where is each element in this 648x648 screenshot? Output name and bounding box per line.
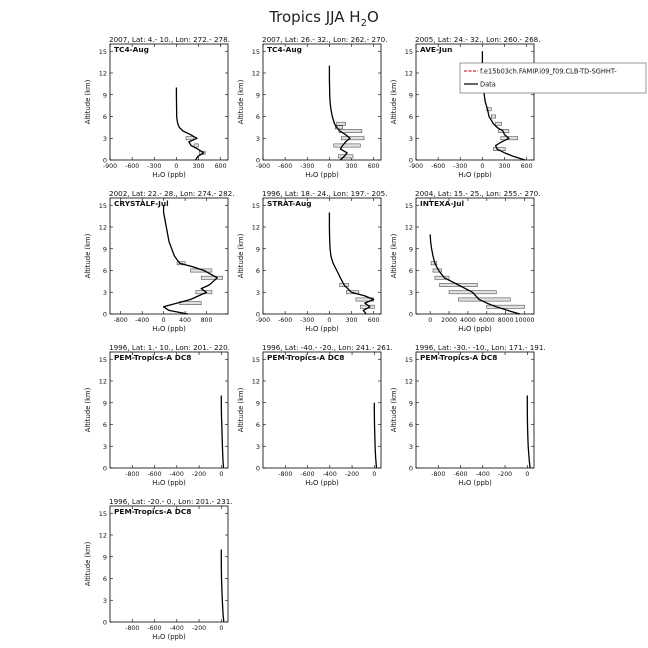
x-tick-label: -800 [125, 625, 140, 632]
data-profile-line [221, 396, 223, 469]
figure-title: Tropics JJA $H_2O$ [269, 8, 379, 29]
y-tick-label: 0 [102, 156, 107, 165]
y-tick-label: 3 [102, 596, 107, 605]
x-tick-label: -900 [408, 163, 424, 170]
plot-frame [110, 506, 228, 622]
x-tick-label: 8000 [497, 317, 514, 324]
x-axis-label: H₂O (ppb) [458, 325, 492, 333]
campaign-label: TC4-Aug [114, 45, 149, 54]
y-tick-label: 6 [102, 575, 107, 583]
x-tick-label: -200 [192, 471, 207, 478]
y-tick-label: 9 [102, 553, 107, 562]
x-tick-label: 0 [372, 471, 377, 478]
x-tick-label: 0 [174, 163, 179, 170]
chart-panel-4 [84, 189, 235, 333]
x-axis-label: H₂O (ppb) [152, 633, 186, 641]
error-bar [491, 115, 495, 118]
x-axis-label: H₂O (ppb) [305, 171, 339, 179]
y-tick-label: 9 [408, 245, 413, 254]
x-tick-label: 6000 [478, 317, 495, 324]
y-tick-label: 3 [102, 288, 107, 297]
x-tick-label: 0 [428, 317, 433, 324]
x-tick-label: -400 [135, 317, 150, 324]
x-axis-label: H₂O (ppb) [458, 479, 492, 487]
y-tick-label: 9 [102, 245, 107, 254]
y-tick-label: 6 [408, 113, 413, 121]
error-bar [201, 276, 222, 279]
data-profile-line [430, 234, 520, 314]
campaign-label: PEM-Tropics-A DC8 [114, 507, 192, 516]
legend [460, 63, 646, 93]
chart-panel-6 [390, 189, 541, 333]
y-tick-label: 15 [404, 201, 413, 210]
chart-panel-5 [237, 189, 388, 333]
chart-panel-9 [390, 343, 546, 487]
panel-header: 2007, Lat: 26.- 32., Lon: 262.- 270. [262, 35, 388, 44]
y-tick-label: 9 [408, 91, 413, 100]
x-tick-label: 0 [480, 163, 485, 170]
y-tick-label: 0 [255, 156, 260, 165]
x-tick-label: -400 [169, 471, 184, 478]
chart-panel-2 [237, 35, 388, 179]
x-tick-label: -600 [147, 625, 162, 632]
x-tick-label: 0 [525, 471, 530, 478]
y-axis-label: Altitude (km) [390, 233, 398, 279]
campaign-label: PEM-Tropics-A DC8 [267, 353, 345, 362]
error-bar [186, 137, 193, 140]
y-tick-label: 15 [98, 509, 107, 518]
campaign-label: PEM-Tropics-A DC8 [420, 353, 498, 362]
x-tick-label: 300 [345, 163, 358, 170]
y-tick-label: 0 [102, 618, 107, 627]
y-tick-label: 15 [98, 201, 107, 210]
x-tick-label: -900 [255, 163, 271, 170]
panel-header: 2002, Lat: 22.- 28., Lon: 274.- 282. [109, 189, 235, 198]
y-tick-label: 15 [251, 47, 260, 56]
data-profile-line [527, 396, 530, 469]
y-tick-label: 9 [102, 399, 107, 408]
y-tick-label: 3 [102, 134, 107, 143]
x-tick-label: 600 [367, 163, 380, 170]
y-axis-label: Altitude (km) [237, 387, 245, 433]
y-tick-label: 0 [255, 310, 260, 319]
x-tick-label: -300 [147, 163, 162, 170]
error-bar [334, 144, 361, 147]
y-tick-label: 6 [102, 421, 107, 429]
plot-frame [110, 198, 228, 314]
x-tick-label: -200 [192, 625, 207, 632]
x-tick-label: -600 [431, 163, 446, 170]
y-tick-label: 12 [404, 69, 413, 78]
y-axis-label: Altitude (km) [237, 233, 245, 279]
chart-panel-7 [84, 343, 230, 487]
y-tick-label: 0 [255, 464, 260, 473]
x-tick-label: -800 [113, 317, 128, 324]
x-tick-label: -600 [278, 317, 293, 324]
error-bar [496, 122, 502, 125]
data-profile-line [374, 403, 376, 468]
y-tick-label: 12 [404, 377, 413, 386]
y-tick-label: 12 [251, 377, 260, 386]
x-tick-label: -400 [169, 625, 184, 632]
y-tick-label: 15 [251, 201, 260, 210]
legend-data-label: Data [480, 80, 496, 89]
x-tick-label: -600 [453, 471, 468, 478]
y-axis-label: Altitude (km) [237, 79, 245, 125]
x-tick-label: -600 [125, 163, 140, 170]
chart-panel-3 [390, 35, 541, 179]
y-tick-label: 9 [255, 91, 260, 100]
campaign-label: CRYSTALF-Jul [114, 199, 169, 208]
y-tick-label: 9 [408, 399, 413, 408]
error-bar [194, 144, 198, 147]
x-tick-label: 800 [200, 317, 213, 324]
x-axis-label: H₂O (ppb) [305, 325, 339, 333]
x-tick-label: -300 [453, 163, 468, 170]
x-tick-label: 4000 [460, 317, 476, 324]
y-tick-label: 15 [404, 47, 413, 56]
y-tick-label: 9 [255, 245, 260, 254]
y-tick-label: 3 [102, 442, 107, 451]
x-tick-label: -900 [255, 317, 271, 324]
x-tick-label: -900 [102, 163, 118, 170]
y-tick-label: 12 [98, 531, 107, 540]
panel-header: 2004, Lat: 15.- 25., Lon: 255.- 270. [415, 189, 541, 198]
y-tick-label: 0 [408, 464, 413, 473]
panel-header: 1996, Lat: -30.- -10., Lon: 171.- 191. [415, 343, 546, 352]
x-tick-label: -300 [300, 317, 315, 324]
y-tick-label: 12 [251, 69, 260, 78]
data-profile-line [164, 205, 218, 314]
chart-panel-8 [237, 343, 393, 487]
y-tick-label: 12 [98, 377, 107, 386]
campaign-label: PEM-Tropics-A DC8 [114, 353, 192, 362]
y-tick-label: 12 [98, 223, 107, 232]
error-bar [458, 298, 510, 301]
y-tick-label: 0 [102, 310, 107, 319]
x-tick-label: 10000 [514, 317, 535, 324]
x-tick-label: 2000 [441, 317, 457, 324]
error-bar [341, 137, 364, 140]
x-tick-label: 0 [219, 625, 224, 632]
x-tick-label: -800 [125, 471, 140, 478]
campaign-label: AVE-Jun [420, 45, 453, 54]
y-tick-label: 3 [408, 288, 413, 297]
plot-frame [416, 44, 534, 160]
x-axis-label: H₂O (ppb) [152, 171, 186, 179]
y-tick-label: 15 [404, 355, 413, 364]
y-tick-label: 12 [251, 223, 260, 232]
y-axis-label: Altitude (km) [84, 541, 92, 587]
x-tick-label: -200 [345, 471, 360, 478]
panel-header: 1996, Lat: 18.- 24., Lon: 197.- 205. [262, 189, 388, 198]
y-tick-label: 0 [102, 464, 107, 473]
y-tick-label: 3 [255, 288, 260, 297]
y-tick-label: 6 [255, 113, 260, 121]
y-tick-label: 6 [102, 113, 107, 121]
panel-header: 2005, Lat: 24.- 32., Lon: 260.- 268. [415, 35, 541, 44]
y-tick-label: 12 [98, 69, 107, 78]
x-tick-label: 600 [367, 317, 380, 324]
x-tick-label: 300 [192, 163, 205, 170]
y-axis-label: Altitude (km) [84, 79, 92, 125]
y-tick-label: 3 [255, 134, 260, 143]
panel-header: 2007, Lat: 4.- 10., Lon: 272.- 278. [109, 35, 230, 44]
y-axis-label: Altitude (km) [84, 233, 92, 279]
x-tick-label: -400 [475, 471, 490, 478]
x-tick-label: -600 [300, 471, 315, 478]
x-tick-label: -400 [322, 471, 337, 478]
plot-frame [263, 198, 381, 314]
data-profile-line [176, 88, 203, 161]
error-bar [337, 122, 346, 125]
x-tick-label: -800 [431, 471, 446, 478]
x-tick-label: -300 [300, 163, 315, 170]
plot-frame [416, 198, 534, 314]
y-axis-label: Altitude (km) [390, 79, 398, 125]
plot-frame [416, 352, 534, 468]
chart-panel-10 [84, 497, 233, 641]
plot-frame [263, 352, 381, 468]
y-tick-label: 3 [408, 134, 413, 143]
x-tick-label: -600 [147, 471, 162, 478]
y-tick-label: 9 [102, 91, 107, 100]
y-tick-label: 15 [98, 355, 107, 364]
y-tick-label: 9 [255, 399, 260, 408]
y-tick-label: 15 [251, 355, 260, 364]
chart-panel-1 [84, 35, 230, 179]
x-tick-label: 0 [327, 163, 332, 170]
x-tick-label: -800 [278, 471, 293, 478]
plot-frame [110, 352, 228, 468]
plot-frame [263, 44, 381, 160]
x-tick-label: 0 [161, 317, 166, 324]
x-tick-label: 600 [214, 163, 227, 170]
x-axis-label: H₂O (ppb) [152, 479, 186, 487]
y-tick-label: 0 [408, 156, 413, 165]
panel-header: 1996, Lat: -20.- 0., Lon: 201.- 231. [109, 497, 233, 506]
panel-header: 1996, Lat: 1.- 10., Lon: 201.- 220. [109, 343, 230, 352]
y-axis-label: Altitude (km) [84, 387, 92, 433]
x-axis-label: H₂O (ppb) [458, 171, 492, 179]
plot-frame [110, 44, 228, 160]
campaign-label: INTEXA-Jul [420, 199, 465, 208]
x-tick-label: 0 [327, 317, 332, 324]
y-axis-label: Altitude (km) [390, 387, 398, 433]
x-tick-label: 300 [345, 317, 358, 324]
x-tick-label: 0 [219, 471, 224, 478]
y-tick-label: 6 [408, 267, 413, 275]
x-axis-label: H₂O (ppb) [152, 325, 186, 333]
campaign-label: STRAT-Aug [267, 199, 312, 208]
y-tick-label: 3 [408, 442, 413, 451]
x-tick-label: -600 [278, 163, 293, 170]
y-tick-label: 3 [255, 442, 260, 451]
y-tick-label: 6 [255, 421, 260, 429]
y-tick-label: 0 [408, 310, 413, 319]
x-tick-label: 400 [179, 317, 191, 324]
data-profile-line [221, 550, 224, 623]
y-tick-label: 6 [408, 421, 413, 429]
y-tick-label: 6 [255, 267, 260, 275]
x-tick-label: 300 [498, 163, 511, 170]
y-tick-label: 6 [102, 267, 107, 275]
campaign-label: TC4-Aug [267, 45, 302, 54]
legend-model-label: f.e15b03ch.FAMIP.i09_f09.CLB-TD-SGHHT- [480, 67, 617, 76]
x-tick-label: -200 [498, 471, 513, 478]
x-axis-label: H₂O (ppb) [305, 479, 339, 487]
y-tick-label: 12 [404, 223, 413, 232]
panel-header: 1996, Lat: -40.- -20., Lon: 241.- 261. [262, 343, 393, 352]
x-tick-label: 600 [520, 163, 533, 170]
y-tick-label: 15 [98, 47, 107, 56]
